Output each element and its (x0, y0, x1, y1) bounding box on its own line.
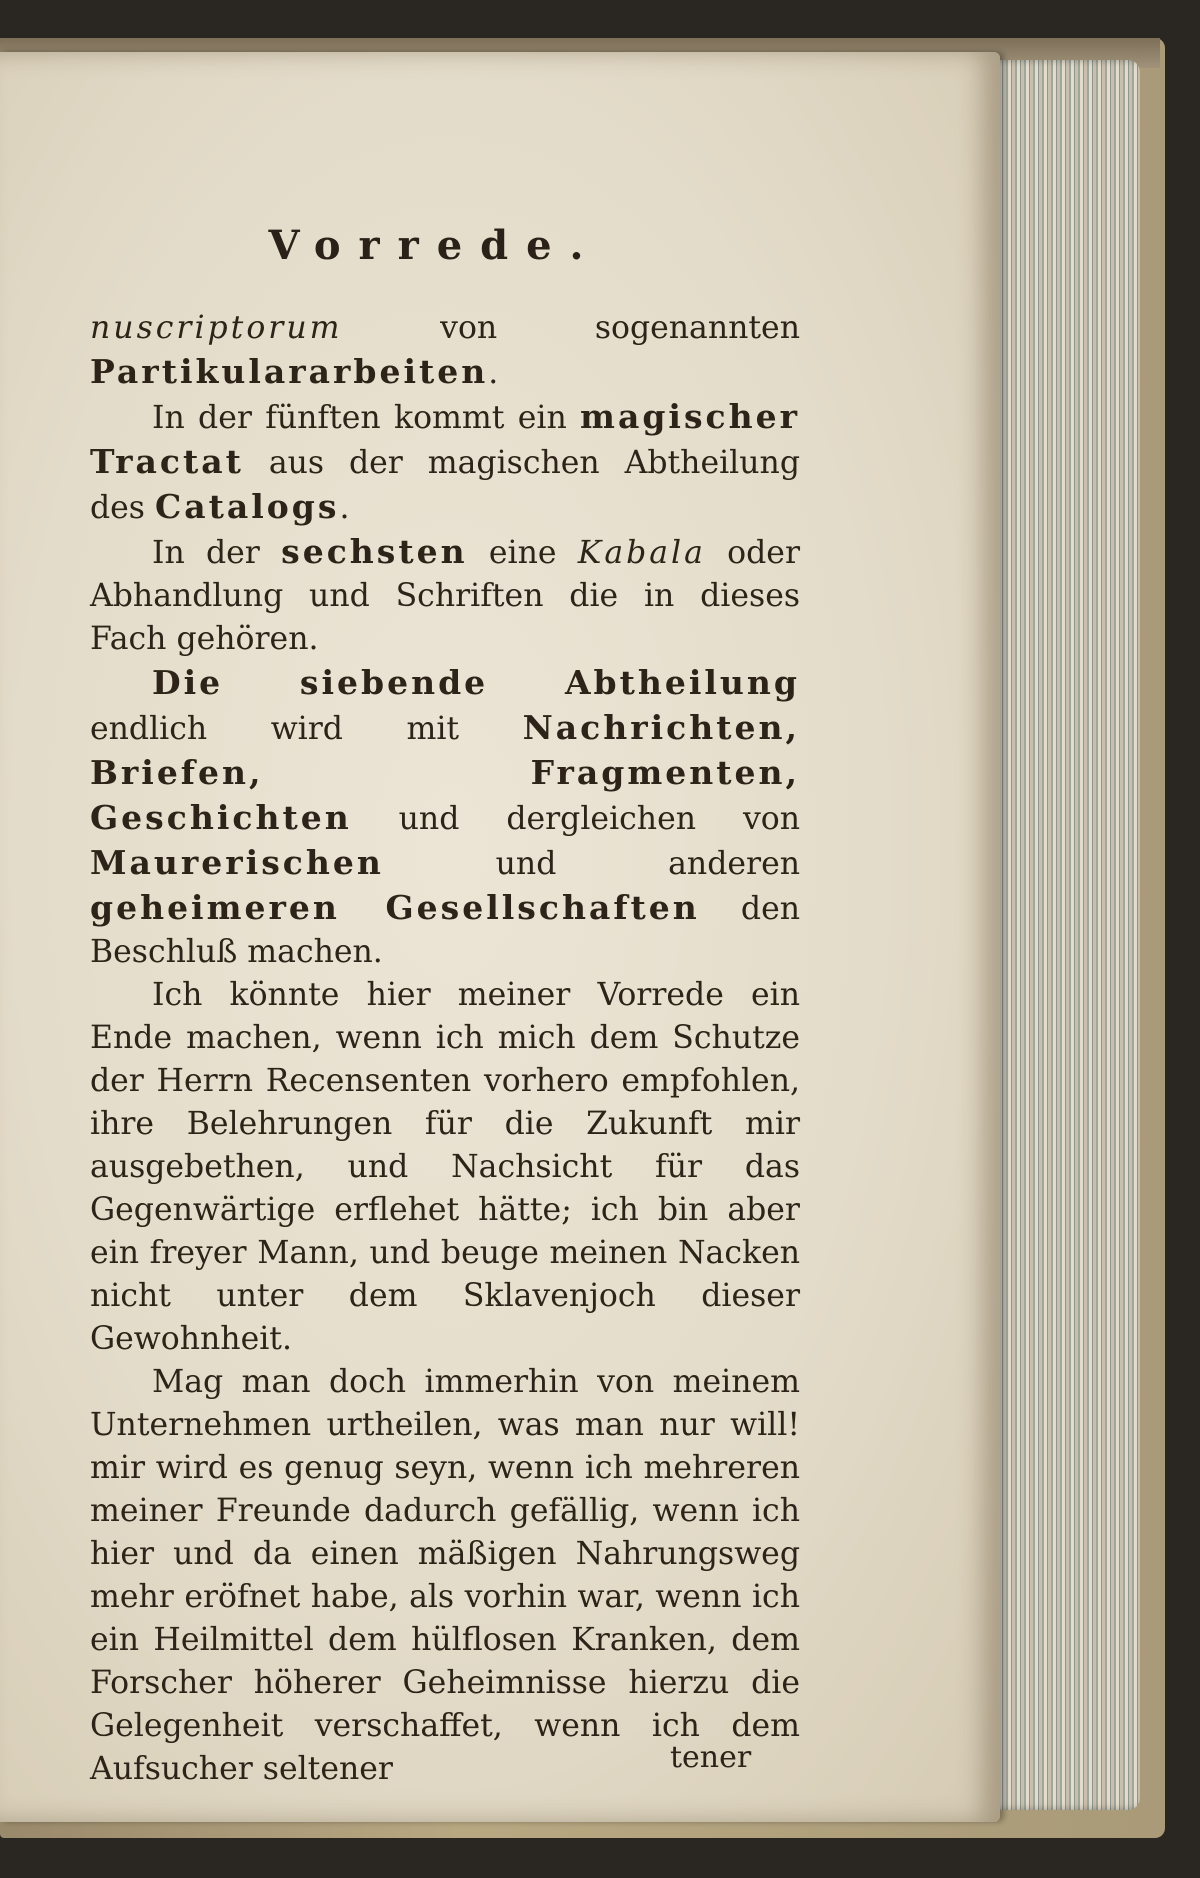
text-span: und dergleichen von (351, 801, 800, 837)
text-span: Ich könnte hier meiner Vorrede ein Ende machen, wenn ich mich dem Schutze der Herrn Recensenten vorhero empfohlen, ihre Belehrungen für die Zukunft mir ausgebethen, und Nachsicht für das Gegenwärtige erflehet hätte; ich bin aber ein freyer Mann, und beuge meinen Nacken nicht unter dem Sklavenjoch dieser Gewohnheit. (90, 977, 800, 1357)
emphasized-text: Nachrichten, Briefen, Fragmenten, Geschichten (90, 708, 800, 837)
emphasized-text: Partikulararbeiten (90, 352, 489, 391)
catchword: tener (670, 1740, 752, 1775)
paragraph (90, 661, 800, 974)
text-span: eine (467, 535, 578, 571)
italic-text: nuscriptorum (90, 310, 343, 346)
paragraph (90, 395, 800, 530)
text-span: und anderen (383, 846, 800, 882)
italic-text: Kabala (577, 535, 706, 571)
text-span: . (339, 490, 350, 526)
text-span: . (488, 355, 499, 391)
paragraph (90, 1361, 800, 1791)
paragraph (90, 530, 800, 661)
text-span: Mag man doch immerhin von meinem Unternehmen urtheilen, was man nur will! mir wird es genug seyn, wenn ich mehreren meiner Freunde dadurch gefällig, wenn ich hier und da einen mäßigen Nahrungsweg mehr eröfnet habe, als vorhin war, wenn ich ein Heilmittel dem hülflosen Kranken, dem Forscher höherer Geheimnisse hierzu die Gelegenheit verschaffet, wenn ich dem Aufsucher seltener (90, 1364, 800, 1787)
text-span: aus der magischen Abtheilung des (90, 445, 800, 526)
text-span: endlich wird mit (90, 711, 523, 747)
emphasized-text: Die siebende Abtheilung (152, 663, 800, 702)
text-span: den Beschluß machen. (90, 891, 800, 970)
emphasized-text: Maurerischen (90, 843, 384, 882)
emphasized-text: Catalogs (154, 487, 340, 526)
emphasized-text: sechsten (281, 532, 468, 571)
text-span: oder Abhandlung und Schriften die in dieses Fach gehören. (90, 535, 800, 657)
text-span: von sogenannten (342, 310, 800, 346)
text-span: In der fünften kommt ein (152, 400, 581, 436)
text-span: In der (152, 535, 282, 571)
book-page (0, 52, 1000, 1822)
page-edges (985, 60, 1140, 1810)
body-text (90, 307, 800, 1791)
paragraph (90, 974, 800, 1361)
running-head: Vorrede. (268, 222, 602, 269)
emphasized-text: geheimeren Gesellschaften (90, 888, 700, 927)
paragraph (90, 307, 800, 395)
emphasized-text: magischer Tractat (90, 397, 800, 481)
